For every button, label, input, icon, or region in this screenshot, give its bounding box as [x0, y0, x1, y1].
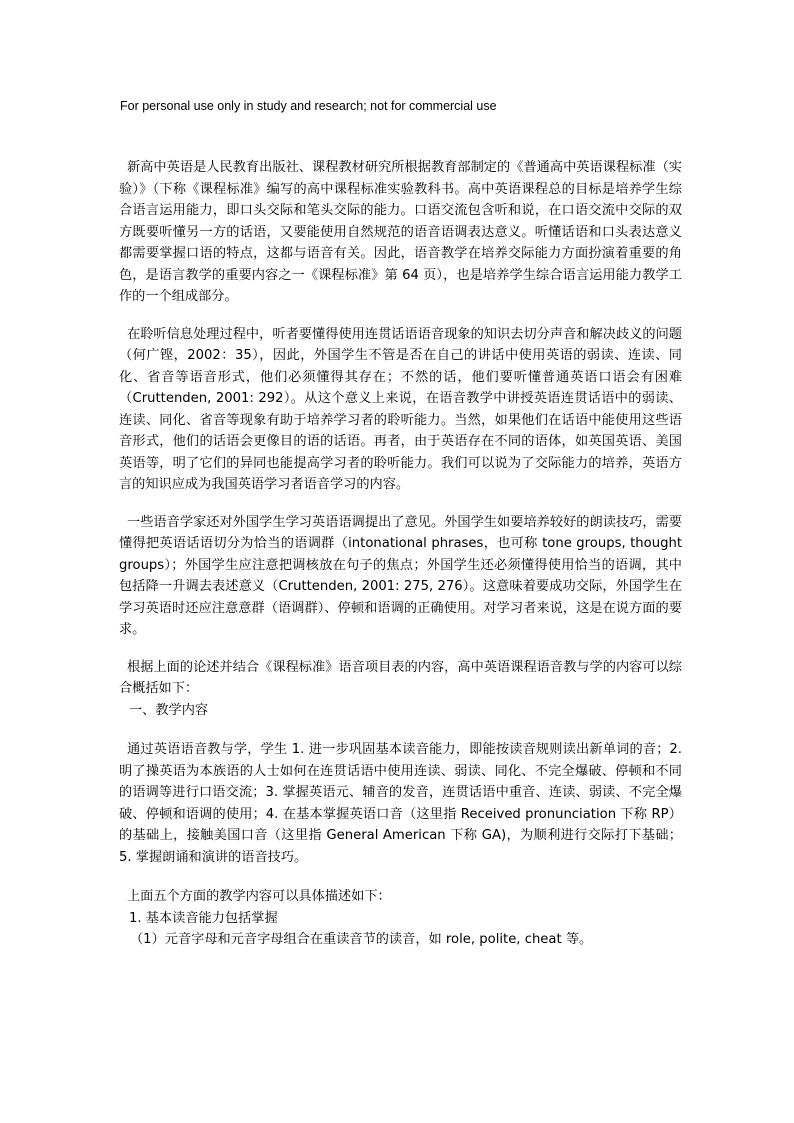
learning-goals-paragraph: 通过英语语音教与学，学生 1. 进一步巩固基本读音能力，即能按读音规则读出新单词的音；2. 明了操英语为本族语的人士如何在连贯话语中使用连读、弱读、同化、不完全爆破、停顿和不同的语调等进行口语交流；3. 掌握英语元、辅音的发音，连贯话语中重音、连读、弱读、不完全爆破、停顿和语调的使用；4. 在基本掌握英语口音（这里指 Received pronunciation 下称 RP）的基础上，接触美国口音（这里指 General American 下称 GA)，为顺利进行交际打下基础；5. 掌握朗诵和演讲的语音技巧。	[119, 742, 682, 865]
section-heading-teaching-content: 一、教学内容	[129, 702, 209, 718]
summary-paragraph: 根据上面的论述并结合《课程标准》语音项目表的内容，高中英语课程语音教与学的内容可以综合概括如下：	[119, 659, 682, 696]
basic-reading-subheading: 1. 基本读音能力包括掌握	[129, 910, 278, 926]
details-intro-paragraph: 上面五个方面的教学内容可以具体描述如下：	[127, 889, 391, 904]
intro-paragraph: 新高中英语是人民教育出版社、课程教材研究所根据教育部制定的《普通高中英语课程标准（实验）》（下称《课程标准》编写的高中课程标准实验教科书。高中英语课程总的目标是培养学生综合语言运用能力，即口头交际和笔头交际的能力。口语交流包含听和说，在口语交流中交际的双方既要听懂另一方的话语，又要能使用自然规范的语音语调表达意义。听懂话语和口头表达意义都需要掌握口语的特点，这都与语音有关。因此，语音教学在培养交际能力方面扮演着重要的角色，是语言教学的重要内容之一《课程标准》第 64 页），也是培养学生综合语言运用能力教学工作的一个组成部分。	[119, 160, 682, 304]
intonation-paragraph: 一些语音学家还对外国学生学习英语语调提出了意见。外国学生如要培养较好的朗读技巧，需要懂得把英语话语切分为恰当的语调群（intonational phrases，也可称 tone groups, thought groups）；外国学生应注意把调核放在句子的焦点；外国学生还必须懂得使用恰当的语调，其中包括降一升调去表述意义（Cruttenden, 2001: 275, 276）。这意味着要成功交际，外国学生在学习英语时还应注意意群（语调群）、停顿和语调的正确使用。对学习者来说，这是在说方面的要求。	[119, 514, 682, 637]
usage-notice: For personal use only in study and research; not for commercial use	[120, 99, 497, 113]
reading-item-1: （1）元音字母和元音字母组合在重读音节的读音，如 role, polite, cheat 等。	[130, 932, 593, 947]
document-body	[119, 157, 682, 951]
listening-paragraph: 在聆听信息处理过程中，听者要懂得使用连贯话语语音现象的知识去切分声音和解决歧义的问题（何广铿，2002：35），因此，外国学生不管是否在自己的讲话中使用英语的弱读、连读、同化、省音等语音形式，他们必须懂得其存在；不然的话，他们要听懂普通英语口语会有困难（Cruttenden, 2001: 292）。从这个意义上来说，在语音教学中讲授英语连贯话语中的弱读、连读、同化、省音等现象有助于培养学习者的聆听能力。当然，如果他们在话语中能使用这些语音形式，他们的话语会更像目的语的话语。再者，由于英语存在不同的语体，如英国英语、美国英语等，明了它们的异同也能提高学习者的聆听能力。我们可以说为了交际能力的培养，英语方言的知识应成为我国英语学习者语音学习的内容。	[119, 326, 682, 492]
